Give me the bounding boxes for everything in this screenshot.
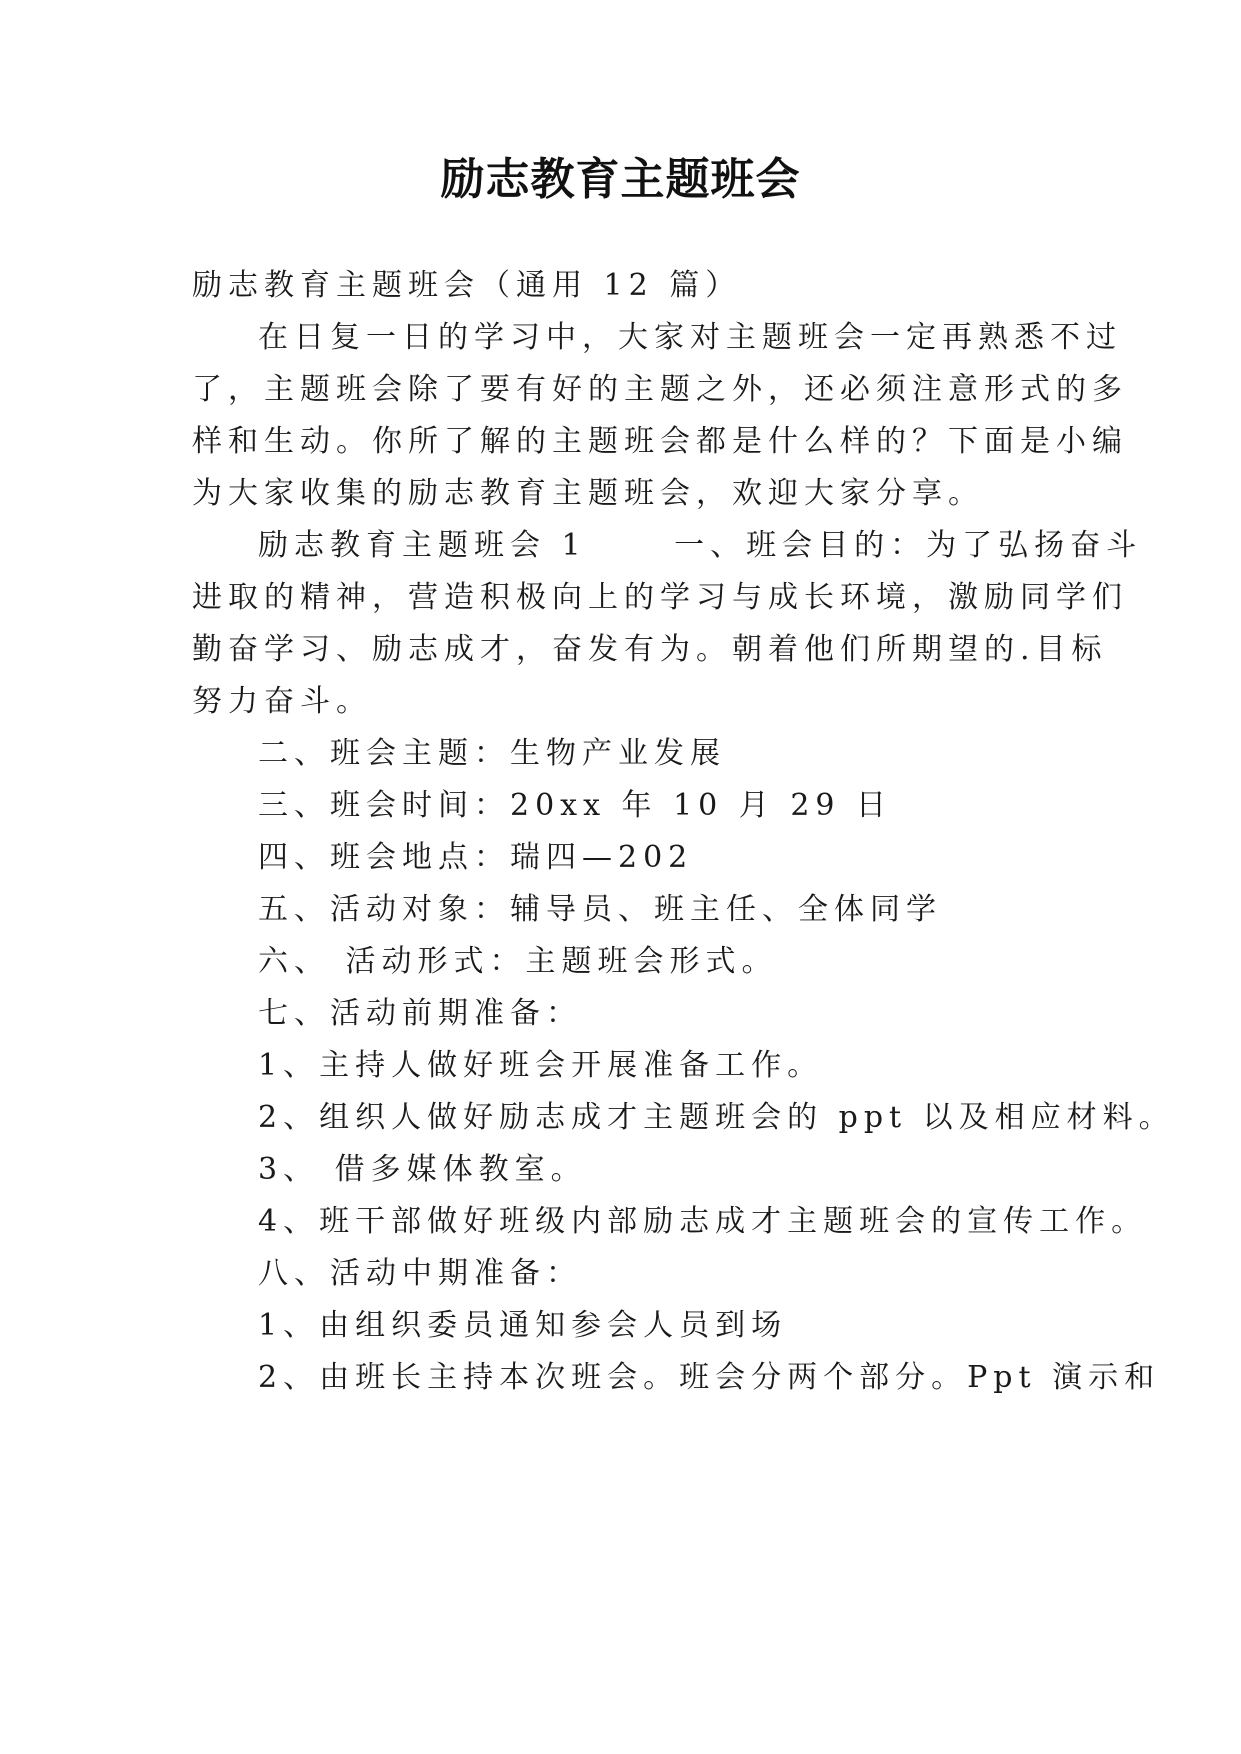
document-title: 励志教育主题班会: [440, 154, 801, 205]
item-format: 六、 活动形式：主题班会形式。: [258, 944, 778, 979]
pre-prep-step-1: 1、主持人做好班会开展准备工作。: [258, 1048, 824, 1083]
item-location: 四、班会地点：瑞四—202: [258, 840, 694, 875]
item-pre-prep-heading: 七、活动前期准备：: [258, 996, 582, 1031]
subtitle-line: 励志教育主题班会（通用 12 篇）: [192, 268, 742, 303]
mid-prep-step-2: 2、由班长主持本次班会。班会分两个部分。Ppt 演示和: [258, 1360, 1161, 1395]
pre-prep-step-4: 4、班干部做好班级内部励志成才主题班会的宣传工作。: [258, 1204, 1148, 1239]
pre-prep-step-2: 2、组织人做好励志成才主题班会的 ppt 以及相应材料。: [258, 1100, 1175, 1135]
item-time: 三、班会时间：20xx 年 10 月 29 日: [258, 788, 893, 823]
item-mid-prep-heading: 八、活动中期准备：: [258, 1256, 582, 1291]
section-1-line-2: 进取的精神，营造积极向上的学习与成长环境，激励同学们: [192, 580, 1128, 615]
intro-paragraph-line-3: 样和生动。你所了解的主题班会都是什么样的？下面是小编: [192, 424, 1128, 459]
item-theme: 二、班会主题：生物产业发展: [258, 736, 726, 771]
item-audience: 五、活动对象：辅导员、班主任、全体同学: [258, 892, 942, 927]
section-1-line-1: 励志教育主题班会 1 一、班会目的：为了弘扬奋斗: [258, 528, 1143, 563]
intro-paragraph-line-4: 为大家收集的励志教育主题班会，欢迎大家分享。: [192, 476, 984, 511]
section-1-line-4: 努力奋斗。: [192, 684, 372, 719]
mid-prep-step-1: 1、由组织委员通知参会人员到场: [258, 1308, 788, 1343]
section-1-line-3: 勤奋学习、励志成才，奋发有为。朝着他们所期望的.目标: [192, 632, 1108, 667]
intro-paragraph-line-2: 了，主题班会除了要有好的主题之外，还必须注意形式的多: [192, 372, 1128, 407]
pre-prep-step-3: 3、 借多媒体教室。: [258, 1152, 587, 1187]
intro-paragraph-line-1: 在日复一日的学习中，大家对主题班会一定再熟悉不过: [258, 320, 1122, 355]
